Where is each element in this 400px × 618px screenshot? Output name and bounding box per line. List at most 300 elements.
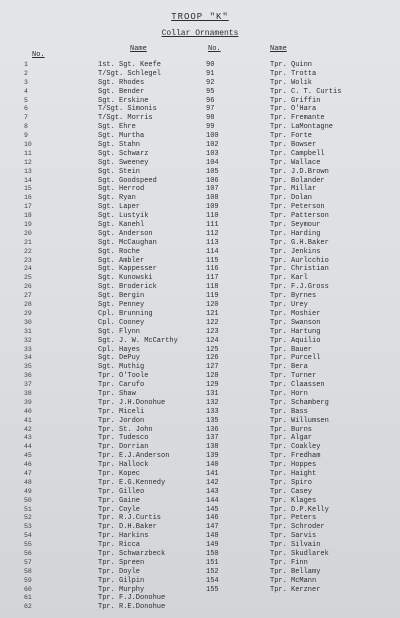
ornament-member-name: Tpr. Aurlcchio — [270, 256, 329, 265]
column-header-ornament-no: No. — [208, 45, 221, 53]
member-name: Sgt. Ambler — [98, 256, 145, 265]
row-number: 61 — [24, 594, 32, 602]
member-name: Sgt. Schwarz — [98, 149, 149, 158]
ornament-member-name: Tpr. Spiro — [270, 478, 313, 487]
member-name: Sgt. Stahn — [98, 141, 141, 150]
row-number: 12 — [24, 158, 32, 166]
roster-row — [0, 363, 400, 372]
ornament-member-name: Tpr. Christian — [270, 265, 329, 274]
ornament-member-name: Tpr. Willumsen — [270, 416, 329, 425]
roster-row — [0, 97, 400, 106]
ornament-number: 118 — [206, 283, 219, 292]
roster-row — [0, 221, 400, 230]
ornament-member-name: Tpr. J.D.Brown — [270, 167, 329, 176]
column-header-ornament-name: Name — [270, 45, 287, 53]
roster-row — [0, 123, 400, 132]
member-name: Tpr. O'Toole — [98, 372, 149, 381]
member-name: Tpr. D.H.Baker — [98, 523, 157, 532]
ornament-member-name: Tpr. Peterson — [270, 203, 325, 212]
member-name: T/Sgt. Simonis — [98, 105, 157, 114]
row-number: 2 — [24, 69, 28, 77]
ornament-number: 97 — [206, 105, 215, 114]
ornament-number: 148 — [206, 532, 219, 541]
row-number: 30 — [24, 318, 32, 326]
ornament-number: 102 — [206, 141, 219, 150]
member-name: Tpr. Gilpin — [98, 576, 145, 585]
ornament-number: 128 — [206, 372, 219, 381]
ornament-member-name: Tpr. Urey — [270, 301, 308, 310]
member-name: Sgt. Roche — [98, 247, 141, 256]
roster-row — [0, 301, 400, 310]
roster-row — [0, 70, 400, 79]
ornament-member-name: Tpr. Bellamy — [270, 567, 321, 576]
ornament-number: 129 — [206, 381, 219, 390]
member-name: Sgt. J. W. McCarthy — [98, 336, 178, 345]
member-name: Tpr. Ricca — [98, 541, 141, 550]
ornament-number: 105 — [206, 167, 219, 176]
ornament-number: 96 — [206, 96, 215, 105]
page-subtitle: Collar Ornaments — [161, 29, 239, 38]
member-name: Sgt. Sweeney — [98, 158, 149, 167]
row-number: 39 — [24, 398, 32, 406]
roster-row — [0, 212, 400, 221]
roster-row — [0, 310, 400, 319]
ornament-member-name: Tpr. Moshier — [270, 309, 321, 318]
ornament-number: 144 — [206, 496, 219, 505]
ornament-member-name: Tpr. Campbell — [270, 149, 325, 158]
row-number: 23 — [24, 256, 32, 264]
ornament-number: 113 — [206, 238, 219, 247]
row-number: 25 — [24, 274, 32, 282]
row-number: 7 — [24, 114, 28, 122]
member-name: Tpr. Kopec — [98, 469, 141, 478]
ornament-number: 120 — [206, 301, 219, 310]
roster-row — [0, 337, 400, 346]
row-number: 40 — [24, 407, 32, 415]
member-name: Sgt. Flynn — [98, 327, 141, 336]
roster-row — [0, 408, 400, 417]
roster-row — [0, 114, 400, 123]
row-number: 60 — [24, 585, 32, 593]
row-number: 33 — [24, 345, 32, 353]
member-name: Sgt. Murtha — [98, 132, 145, 141]
ornament-member-name: Tpr. Griffin — [270, 96, 321, 105]
ornament-number: 131 — [206, 389, 219, 398]
member-name: Tpr. Doyle — [98, 567, 141, 576]
roster-row — [0, 381, 400, 390]
row-number: 54 — [24, 532, 32, 540]
row-number: 28 — [24, 301, 32, 309]
member-name: Tpr. R.E.Donohue — [98, 603, 166, 612]
ornament-number: 141 — [206, 469, 219, 478]
ornament-member-name: Tpr. Bowser — [270, 141, 317, 150]
ornament-member-name: Tpr. Algar — [270, 434, 313, 443]
member-name: Sgt. Anderson — [98, 229, 153, 238]
roster-row — [0, 168, 400, 177]
roster-row — [0, 506, 400, 515]
ornament-number: 99 — [206, 123, 215, 132]
roster-row — [0, 577, 400, 586]
member-name: Tpr. J.H.Donohue — [98, 398, 166, 407]
roster-row — [0, 283, 400, 292]
roster-row — [0, 479, 400, 488]
roster-row — [0, 248, 400, 257]
member-name: Sgt. DePuy — [98, 354, 141, 363]
row-number: 13 — [24, 167, 32, 175]
row-number: 41 — [24, 416, 32, 424]
row-number: 50 — [24, 496, 32, 504]
member-name: Sgt. Rhodes — [98, 78, 145, 87]
member-name: Tpr. St. John — [98, 425, 153, 434]
member-name: Tpr. E.J.Anderson — [98, 452, 170, 461]
roster-list — [0, 61, 400, 612]
row-number: 3 — [24, 78, 28, 86]
member-name: Tpr. R.J.Curtis — [98, 514, 162, 523]
row-number: 14 — [24, 176, 32, 184]
member-name: Tpr. Hallock — [98, 461, 149, 470]
roster-row — [0, 319, 400, 328]
ornament-member-name: Tpr. Hoppes — [270, 461, 317, 470]
row-number: 24 — [24, 265, 32, 273]
roster-row — [0, 354, 400, 363]
ornament-member-name: Tpr. Finn — [270, 558, 308, 567]
ornament-number: 111 — [206, 221, 219, 230]
roster-row — [0, 523, 400, 532]
member-name: Sgt. Bender — [98, 87, 145, 96]
ornament-number: 143 — [206, 487, 219, 496]
row-number: 6 — [24, 105, 28, 113]
ornament-member-name: Tpr. Casey — [270, 487, 313, 496]
ornament-member-name: Tpr. Burns — [270, 425, 313, 434]
roster-row — [0, 399, 400, 408]
member-name: Sgt. Lustyik — [98, 212, 149, 221]
row-number: 29 — [24, 309, 32, 317]
roster-row — [0, 177, 400, 186]
row-number: 53 — [24, 523, 32, 531]
roster-row — [0, 257, 400, 266]
member-name: Sgt. Kunowski — [98, 274, 153, 283]
member-name: Tpr. Coyle — [98, 505, 141, 514]
ornament-number: 142 — [206, 478, 219, 487]
member-name: Tpr. Tudesco — [98, 434, 149, 443]
ornament-number: 103 — [206, 149, 219, 158]
ornament-member-name: Tpr. Quinn — [270, 61, 313, 69]
row-number: 59 — [24, 576, 32, 584]
row-number: 44 — [24, 443, 32, 451]
ornament-member-name: Tpr. G.H.Baker — [270, 238, 329, 247]
ornament-member-name: Tpr. LaMontagne — [270, 123, 334, 132]
row-number: 48 — [24, 478, 32, 486]
roster-row — [0, 61, 400, 70]
roster-row — [0, 328, 400, 337]
member-name: T/Sgt. Morris — [98, 114, 153, 123]
row-number: 15 — [24, 185, 32, 193]
row-number: 17 — [24, 203, 32, 211]
roster-row — [0, 532, 400, 541]
ornament-member-name: Tpr. Klages — [270, 496, 317, 505]
column-header-no: No. — [32, 51, 45, 59]
row-number: 18 — [24, 212, 32, 220]
roster-row — [0, 426, 400, 435]
roster-row — [0, 203, 400, 212]
ornament-number: 107 — [206, 185, 219, 194]
ornament-member-name: Tpr. Turner — [270, 372, 317, 381]
row-number: 26 — [24, 283, 32, 291]
ornament-number: 151 — [206, 558, 219, 567]
row-number: 47 — [24, 469, 32, 477]
member-name: Tpr. E.G.Kennedy — [98, 478, 166, 487]
ornament-number: 121 — [206, 309, 219, 318]
ornament-member-name: Tpr. Haight — [270, 469, 317, 478]
ornament-number: 124 — [206, 336, 219, 345]
member-name: Sgt. Stein — [98, 167, 141, 176]
member-name: Tpr. Spreen — [98, 558, 145, 567]
member-name: Tpr. Gaine — [98, 496, 141, 505]
row-number: 62 — [24, 603, 32, 611]
row-number: 32 — [24, 336, 32, 344]
roster-row — [0, 159, 400, 168]
ornament-number: 98 — [206, 114, 215, 123]
ornament-member-name: Tpr. Skudlarek — [270, 549, 329, 558]
ornament-member-name: Tpr. C. T. Curtis — [270, 87, 342, 96]
roster-row — [0, 550, 400, 559]
row-number: 35 — [24, 363, 32, 371]
ornament-number: 91 — [206, 69, 215, 78]
ornament-number: 123 — [206, 327, 219, 336]
roster-row — [0, 230, 400, 239]
member-name: Tpr. F.J.Donohue — [98, 594, 166, 603]
ornament-number: 133 — [206, 407, 219, 416]
member-name: Sgt. Broderick — [98, 283, 157, 292]
ornament-member-name: Tpr. O'Hara — [270, 105, 317, 114]
ornament-member-name: Tpr. Forte — [270, 132, 313, 141]
ornament-number: 119 — [206, 292, 219, 301]
ornament-member-name: Tpr. Harding — [270, 229, 321, 238]
roster-row — [0, 390, 400, 399]
ornament-member-name: Tpr. Horn — [270, 389, 308, 398]
ornament-number: 100 — [206, 132, 219, 141]
member-name: Cpl. Brunning — [98, 309, 153, 318]
member-name: Sgt. Erskine — [98, 96, 149, 105]
member-name: Tpr. Jordon — [98, 416, 145, 425]
row-number: 46 — [24, 461, 32, 469]
ornament-member-name: Tpr. Jenkins — [270, 247, 321, 256]
row-number: 57 — [24, 558, 32, 566]
roster-row — [0, 443, 400, 452]
row-number: 10 — [24, 141, 32, 149]
row-number: 34 — [24, 354, 32, 362]
ornament-number: 117 — [206, 274, 219, 283]
row-number: 38 — [24, 389, 32, 397]
ornament-number: 146 — [206, 514, 219, 523]
ornament-number: 127 — [206, 363, 219, 372]
member-name: 1st. Sgt. Keefe — [98, 61, 162, 69]
ornament-member-name: Tpr. Wallace — [270, 158, 321, 167]
ornament-number: 136 — [206, 425, 219, 434]
ornament-member-name: Tpr. Purcell — [270, 354, 321, 363]
ornament-member-name: Tpr. Seymour — [270, 221, 321, 230]
ornament-member-name: Tpr. Bera — [270, 363, 308, 372]
row-number: 58 — [24, 567, 32, 575]
roster-row — [0, 488, 400, 497]
ornament-number: 154 — [206, 576, 219, 585]
ornament-number: 109 — [206, 203, 219, 212]
row-number: 56 — [24, 549, 32, 557]
row-number: 27 — [24, 292, 32, 300]
ornament-member-name: Tpr. Bauer — [270, 345, 313, 354]
ornament-number: 92 — [206, 78, 215, 87]
ornament-member-name: Tpr. Fremante — [270, 114, 325, 123]
roster-row — [0, 346, 400, 355]
ornament-number: 140 — [206, 461, 219, 470]
ornament-number: 104 — [206, 158, 219, 167]
roster-row — [0, 150, 400, 159]
row-number: 4 — [24, 87, 28, 95]
ornament-number: 108 — [206, 194, 219, 203]
roster-row — [0, 88, 400, 97]
ornament-member-name: Tpr. Schroder — [270, 523, 325, 532]
roster-row — [0, 603, 400, 612]
row-number: 22 — [24, 247, 32, 255]
ornament-member-name: Tpr. Trotta — [270, 69, 317, 78]
roster-row — [0, 265, 400, 274]
roster-row — [0, 497, 400, 506]
member-name: Tpr. Murphy — [98, 585, 145, 594]
ornament-member-name: Tpr. McMann — [270, 576, 317, 585]
member-name: Sgt. Ehre — [98, 123, 136, 132]
ornament-number: 138 — [206, 443, 219, 452]
ornament-number: 137 — [206, 434, 219, 443]
roster-row — [0, 417, 400, 426]
member-name: T/Sgt. Schlegel — [98, 69, 162, 78]
roster-row — [0, 461, 400, 470]
row-number: 37 — [24, 381, 32, 389]
ornament-number: 155 — [206, 585, 219, 594]
ornament-member-name: Tpr. Millar — [270, 185, 317, 194]
roster-row — [0, 105, 400, 114]
roster-row — [0, 568, 400, 577]
member-name: Tpr. Miceli — [98, 407, 145, 416]
ornament-number: 90 — [206, 61, 215, 69]
ornament-number: 152 — [206, 567, 219, 576]
member-name: Sgt. Muthig — [98, 363, 145, 372]
row-number: 5 — [24, 96, 28, 104]
ornament-member-name: Tpr. D.P.Kelly — [270, 505, 329, 514]
ornament-member-name: Tpr. Coakley — [270, 443, 321, 452]
roster-row — [0, 132, 400, 141]
row-number: 42 — [24, 425, 32, 433]
row-number: 9 — [24, 132, 28, 140]
member-name: Sgt. Bergin — [98, 292, 145, 301]
member-name: Sgt. Laper — [98, 203, 141, 212]
ornament-member-name: Tpr. Swanson — [270, 318, 321, 327]
roster-row — [0, 594, 400, 603]
member-name: Tpr. Harkins — [98, 532, 149, 541]
roster-row — [0, 452, 400, 461]
roster-row — [0, 372, 400, 381]
page-title: TROOP "K" — [171, 12, 229, 22]
ornament-member-name: Tpr. Kerzner — [270, 585, 321, 594]
ornament-number: 112 — [206, 229, 219, 238]
roster-row — [0, 79, 400, 88]
ornament-number: 110 — [206, 212, 219, 221]
member-name: Tpr. Dorrian — [98, 443, 149, 452]
row-number: 45 — [24, 452, 32, 460]
ornament-number: 139 — [206, 452, 219, 461]
member-name: Sgt. Kanehl — [98, 221, 145, 230]
ornament-number: 126 — [206, 354, 219, 363]
ornament-member-name: Tpr. Silvain — [270, 541, 321, 550]
ornament-member-name: Tpr. Bass — [270, 407, 308, 416]
row-number: 19 — [24, 221, 32, 229]
member-name: Sgt. Ryan — [98, 194, 136, 203]
ornament-number: 116 — [206, 265, 219, 274]
ornament-member-name: Tpr. F.J.Gross — [270, 283, 329, 292]
roster-row — [0, 185, 400, 194]
roster-row — [0, 194, 400, 203]
ornament-member-name: Tpr. Claassen — [270, 381, 325, 390]
ornament-number: 145 — [206, 505, 219, 514]
ornament-number: 114 — [206, 247, 219, 256]
roster-row — [0, 514, 400, 523]
column-header-name: Name — [130, 45, 147, 53]
ornament-member-name: Tpr. Dolan — [270, 194, 313, 203]
ornament-member-name: Tpr. Byrnes — [270, 292, 317, 301]
member-name: Tpr. Schwarzbeck — [98, 549, 166, 558]
ornament-member-name: Tpr. Aquilio — [270, 336, 321, 345]
roster-row — [0, 470, 400, 479]
roster-row — [0, 559, 400, 568]
row-number: 52 — [24, 514, 32, 522]
ornament-number: 122 — [206, 318, 219, 327]
roster-row — [0, 292, 400, 301]
member-name: Cpl. Cooney — [98, 318, 145, 327]
row-number: 55 — [24, 541, 32, 549]
roster-row — [0, 541, 400, 550]
ornament-member-name: Tpr. Karl — [270, 274, 308, 283]
ornament-number: 135 — [206, 416, 219, 425]
row-number: 8 — [24, 123, 28, 131]
ornament-member-name: Tpr. Patterson — [270, 212, 329, 221]
roster-row — [0, 434, 400, 443]
member-name: Tpr. Shaw — [98, 389, 136, 398]
ornament-member-name: Tpr. Hartung — [270, 327, 321, 336]
row-number: 43 — [24, 434, 32, 442]
member-name: Sgt. Goodspeed — [98, 176, 157, 185]
member-name: Cpl. Hayes — [98, 345, 141, 354]
row-number: 51 — [24, 505, 32, 513]
ornament-number: 150 — [206, 549, 219, 558]
row-number: 31 — [24, 327, 32, 335]
roster-row — [0, 274, 400, 283]
ornament-member-name: Tpr. Sarvis — [270, 532, 317, 541]
member-name: Sgt. Kappesser — [98, 265, 157, 274]
row-number: 20 — [24, 229, 32, 237]
row-number: 36 — [24, 372, 32, 380]
ornament-number: 125 — [206, 345, 219, 354]
row-number: 21 — [24, 238, 32, 246]
row-number: 49 — [24, 487, 32, 495]
roster-row — [0, 586, 400, 595]
ornament-number: 149 — [206, 541, 219, 550]
member-name: Tpr. Gilleo — [98, 487, 145, 496]
ornament-member-name: Tpr. Wolik — [270, 78, 313, 87]
roster-row — [0, 141, 400, 150]
member-name: Sgt. McCaughan — [98, 238, 157, 247]
ornament-member-name: Tpr. Bolander — [270, 176, 325, 185]
row-number: 16 — [24, 194, 32, 202]
member-name: Sgt. Penney — [98, 301, 145, 310]
